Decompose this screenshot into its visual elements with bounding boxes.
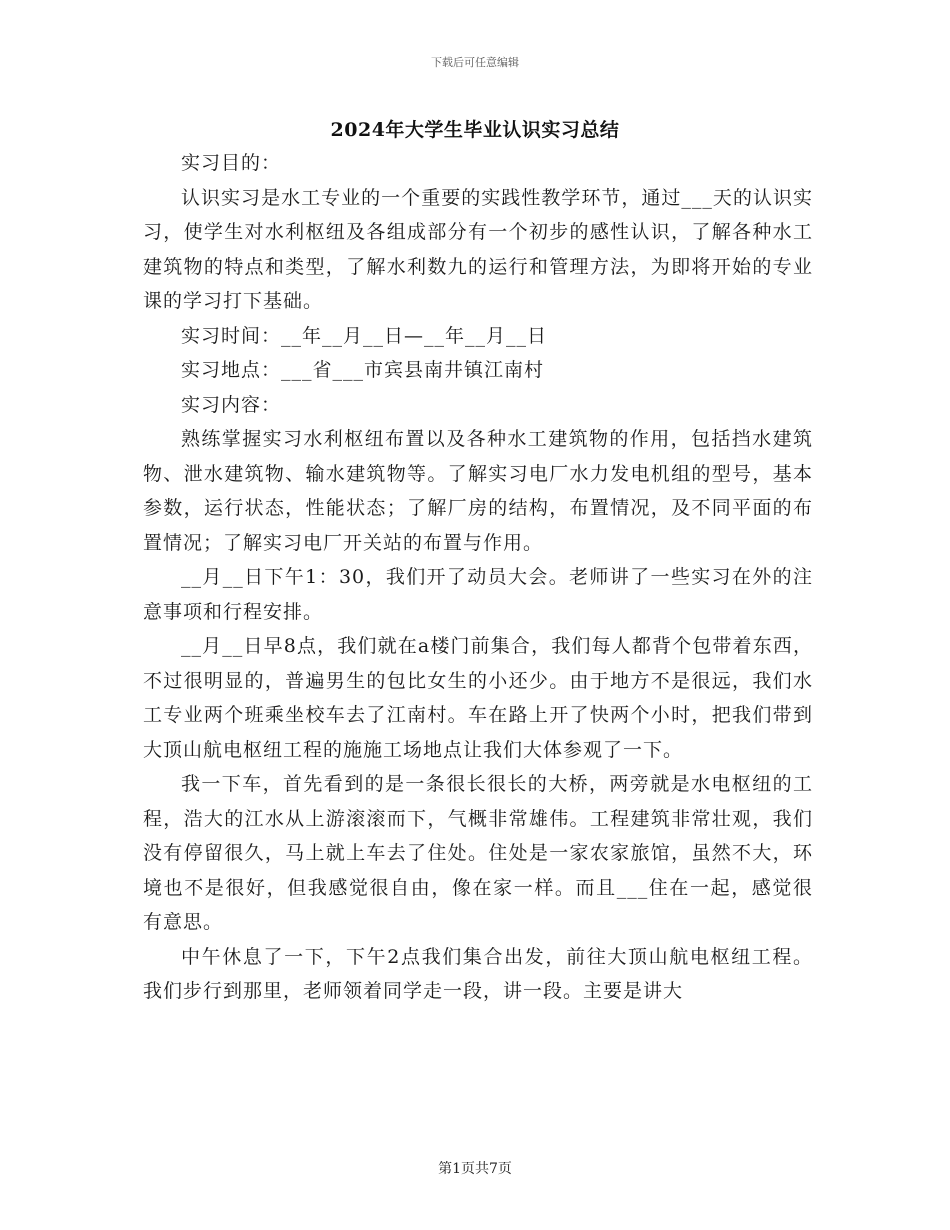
paragraph-location: 实习地点：___省___市宾县南井镇江南村 — [181, 359, 545, 381]
paragraph-time: 实习时间：__年__月__日—__年__月__日 — [181, 324, 548, 347]
document-title: 2024年大学生毕业认识实习总结 — [330, 119, 620, 141]
paragraph-purpose: 认识实习是水工专业的一个重要的实践性教学环节，通过___天的认识实习，使学生对水利枢纽及各组成部分有一个初步的感性认识，了解各种水工建筑物的特点和类型，了解水利数九的运行和管理方法，为即将开始的专业课的学习打下基础。 — [143, 186, 813, 312]
paragraph-meeting: __月__日下午1：30，我们开了动员大会。老师讲了一些实习在外的注意事项和行程安排。 — [143, 566, 813, 623]
paragraph-departure: __月__日早8点，我们就在a楼门前集合，我们每人都背个包带着东西，不过很明显的，普遍男生的包比女生的小还少。由于地方不是很远，我们水工专业两个班乘坐校车去了江南村。车在路上开了快两个小时，把我们带到大顶山航电枢纽工程的施施工场地点让我们大体参观了一下。 — [143, 635, 813, 761]
paragraph-arrival: 我一下车，首先看到的是一条很长很长的大桥，两旁就是水电枢纽的工程，浩大的江水从上游滚滚而下，气概非常雄伟。工程建筑非常壮观，我们没有停留很久，马上就上车去了住处。住处是一家农家旅馆，虽然不大，环境也不是很好，但我感觉很自由，像在家一样。而且___住在一起，感觉很有意思。 — [143, 773, 813, 933]
document-body — [143, 146, 813, 1009]
paragraph-content: 熟练掌握实习水利枢纽布置以及各种水工建筑物的作用，包括挡水建筑物、泄水建筑物、输水建筑物等。了解实习电厂水力发电机组的型号，基本参数，运行状态，性能状态；了解厂房的结构，布置情况，及不同平面的布置情况；了解实习电厂开关站的布置与作用。 — [143, 428, 813, 554]
paragraph-purpose-heading: 实习目的： — [181, 152, 282, 174]
header-note: 下载后可任意编辑 — [431, 56, 519, 69]
page-footer: 第1页共7页 — [438, 1161, 512, 1177]
paragraph-content-heading: 实习内容： — [181, 393, 282, 416]
paragraph-afternoon: 中午休息了一下，下午2点我们集合出发，前往大顶山航电枢纽工程。我们步行到那里，老师领着同学走一段，讲一段。主要是讲大 — [143, 945, 813, 1002]
